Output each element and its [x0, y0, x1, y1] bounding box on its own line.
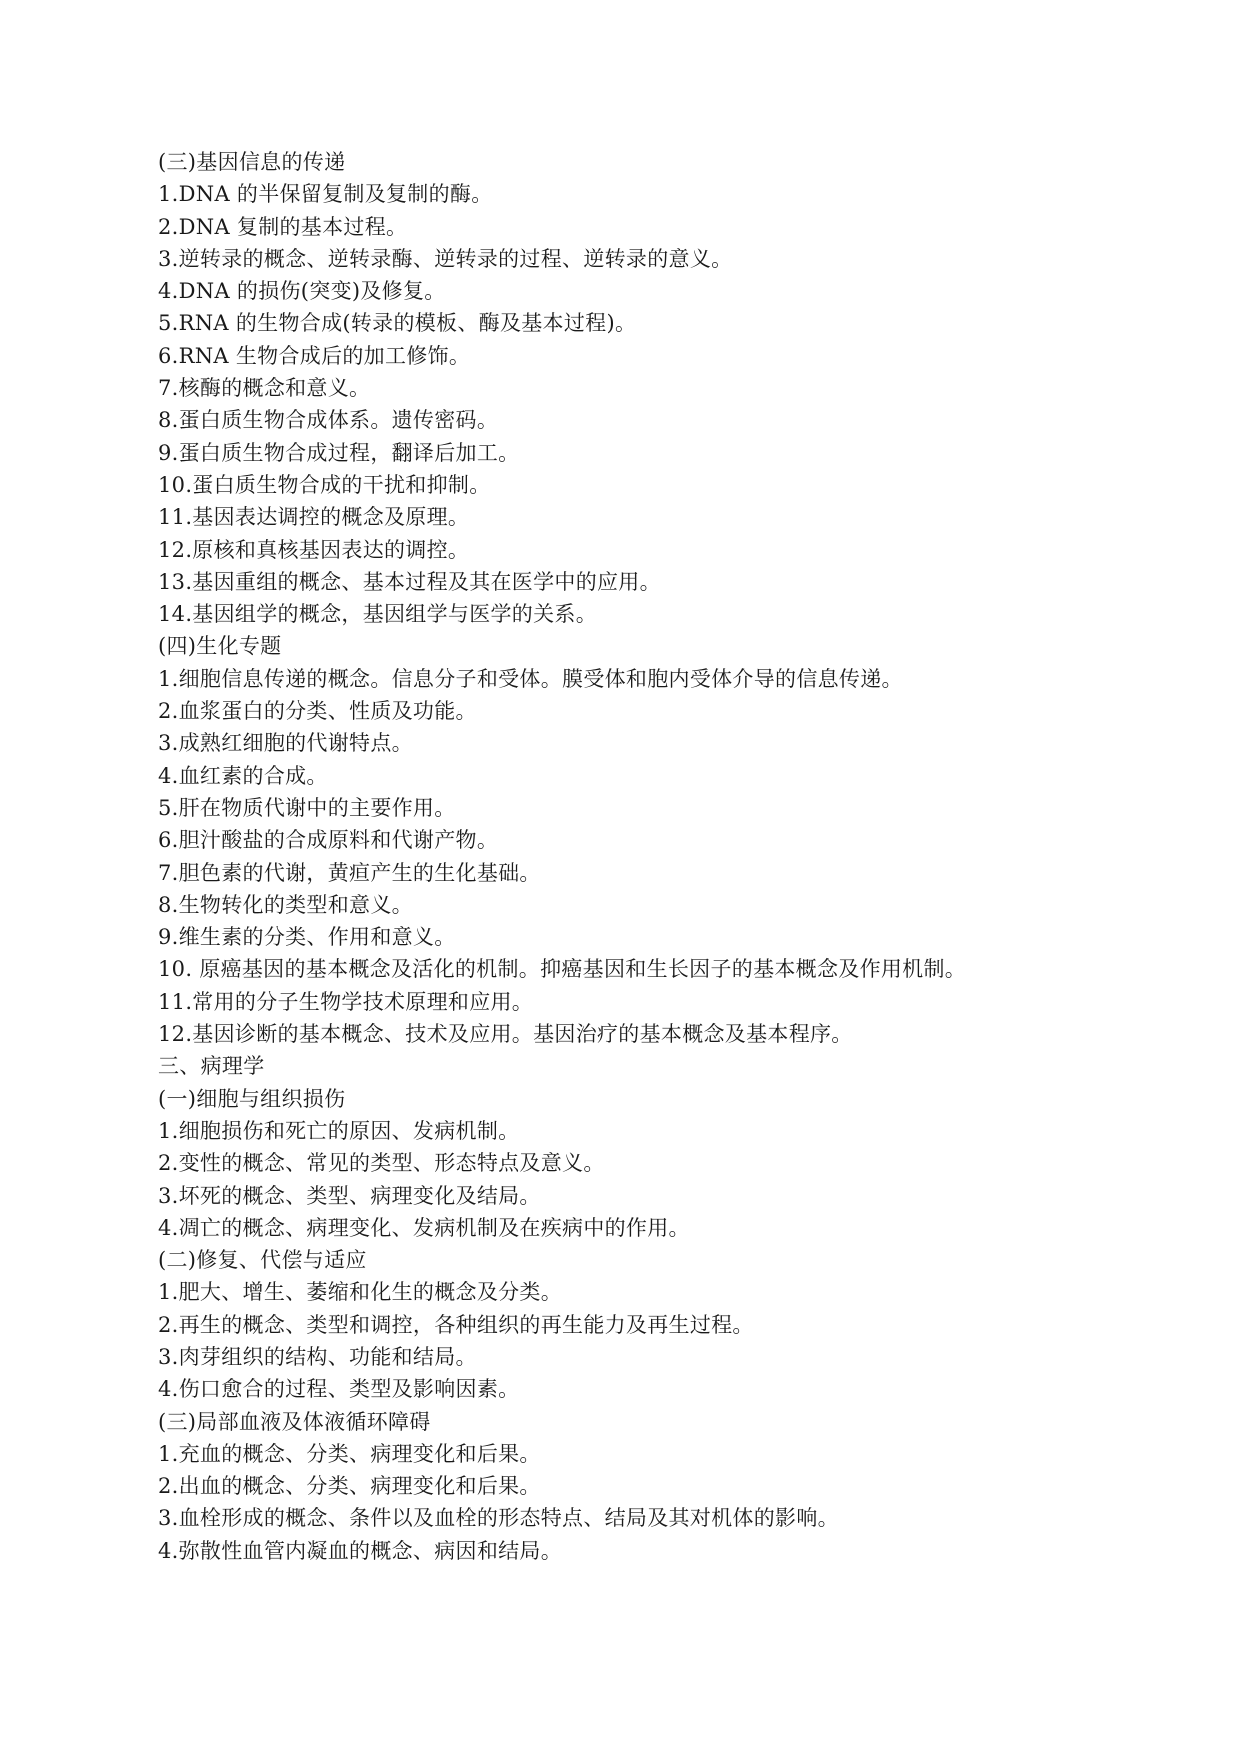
list-item: 13.基因重组的概念、基本过程及其在医学中的应用。	[158, 569, 661, 594]
list-item: 6.RNA 生物合成后的加工修饰。	[158, 343, 471, 368]
list-item: 3.血栓形成的概念、条件以及血栓的形态特点、结局及其对机体的影响。	[158, 1506, 839, 1531]
list-item: 10. 原癌基因的基本概念及活化的机制。抑癌基因和生长因子的基本概念及作用机制。	[158, 957, 967, 982]
list-item: 7.核酶的概念和意义。	[158, 376, 371, 401]
document-body	[158, 146, 1158, 1567]
chapter-heading: 三、病理学	[158, 1054, 265, 1079]
list-item: 12.原核和真核基因表达的调控。	[158, 537, 470, 562]
list-item: 10.蛋白质生物合成的干扰和抑制。	[158, 472, 491, 497]
list-item: 1.细胞信息传递的概念。信息分子和受体。膜受体和胞内受体介导的信息传递。	[158, 666, 903, 691]
list-item: 11.常用的分子生物学技术原理和应用。	[158, 989, 534, 1014]
list-item: 2.变性的概念、常见的类型、形态特点及意义。	[158, 1151, 605, 1176]
list-item: 2.出血的概念、分类、病理变化和后果。	[158, 1474, 541, 1499]
section-heading: (二)修复、代偿与适应	[158, 1248, 367, 1273]
list-item: 4.弥散性血管内凝血的概念、病因和结局。	[158, 1538, 563, 1563]
list-item: 3.逆转录的概念、逆转录酶、逆转录的过程、逆转录的意义。	[158, 246, 733, 271]
section-heading: (三)局部血液及体液循环障碍	[158, 1409, 431, 1434]
list-item: 2.血浆蛋白的分类、性质及功能。	[158, 699, 477, 724]
list-item: 2.再生的概念、类型和调控，各种组织的再生能力及再生过程。	[158, 1312, 754, 1337]
section-heading: (四)生化专题	[158, 634, 282, 659]
list-item: 1.DNA 的半保留复制及复制的酶。	[158, 182, 493, 207]
list-item: 12.基因诊断的基本概念、技术及应用。基因治疗的基本概念及基本程序。	[158, 1022, 853, 1047]
list-item: 8.蛋白质生物合成体系。遗传密码。	[158, 408, 499, 433]
list-item: 4.血红素的合成。	[158, 763, 328, 788]
list-item: 3.成熟红细胞的代谢特点。	[158, 731, 413, 756]
list-item: 4.伤口愈合的过程、类型及影响因素。	[158, 1377, 520, 1402]
list-item: 1.肥大、增生、萎缩和化生的概念及分类。	[158, 1280, 563, 1305]
list-item: 2.DNA 复制的基本过程。	[158, 214, 408, 239]
list-item: 6.胆汁酸盐的合成原料和代谢产物。	[158, 828, 499, 853]
list-item: 4.凋亡的概念、病理变化、发病机制及在疾病中的作用。	[158, 1215, 690, 1240]
list-item: 4.DNA 的损伤(突变)及修复。	[158, 279, 446, 304]
list-item: 11.基因表达调控的概念及原理。	[158, 505, 470, 530]
list-item: 3.肉芽组织的结构、功能和结局。	[158, 1344, 477, 1369]
section-heading: (一)细胞与组织损伤	[158, 1086, 346, 1111]
list-item: 1.细胞损伤和死亡的原因、发病机制。	[158, 1118, 520, 1143]
section-heading: (三)基因信息的传递	[158, 150, 346, 174]
list-item: 9.蛋白质生物合成过程，翻译后加工。	[158, 440, 520, 465]
list-item: 5.RNA 的生物合成(转录的模板、酶及基本过程)。	[158, 311, 637, 336]
list-item: 3.坏死的概念、类型、病理变化及结局。	[158, 1183, 541, 1208]
list-item: 1.充血的概念、分类、病理变化和后果。	[158, 1441, 541, 1466]
list-item: 7.胆色素的代谢，黄疸产生的生化基础。	[158, 860, 541, 885]
list-item: 14.基因组学的概念，基因组学与医学的关系。	[158, 602, 597, 627]
list-item: 5.肝在物质代谢中的主要作用。	[158, 795, 456, 820]
list-item: 9.维生素的分类、作用和意义。	[158, 925, 456, 950]
list-item: 8.生物转化的类型和意义。	[158, 892, 413, 917]
